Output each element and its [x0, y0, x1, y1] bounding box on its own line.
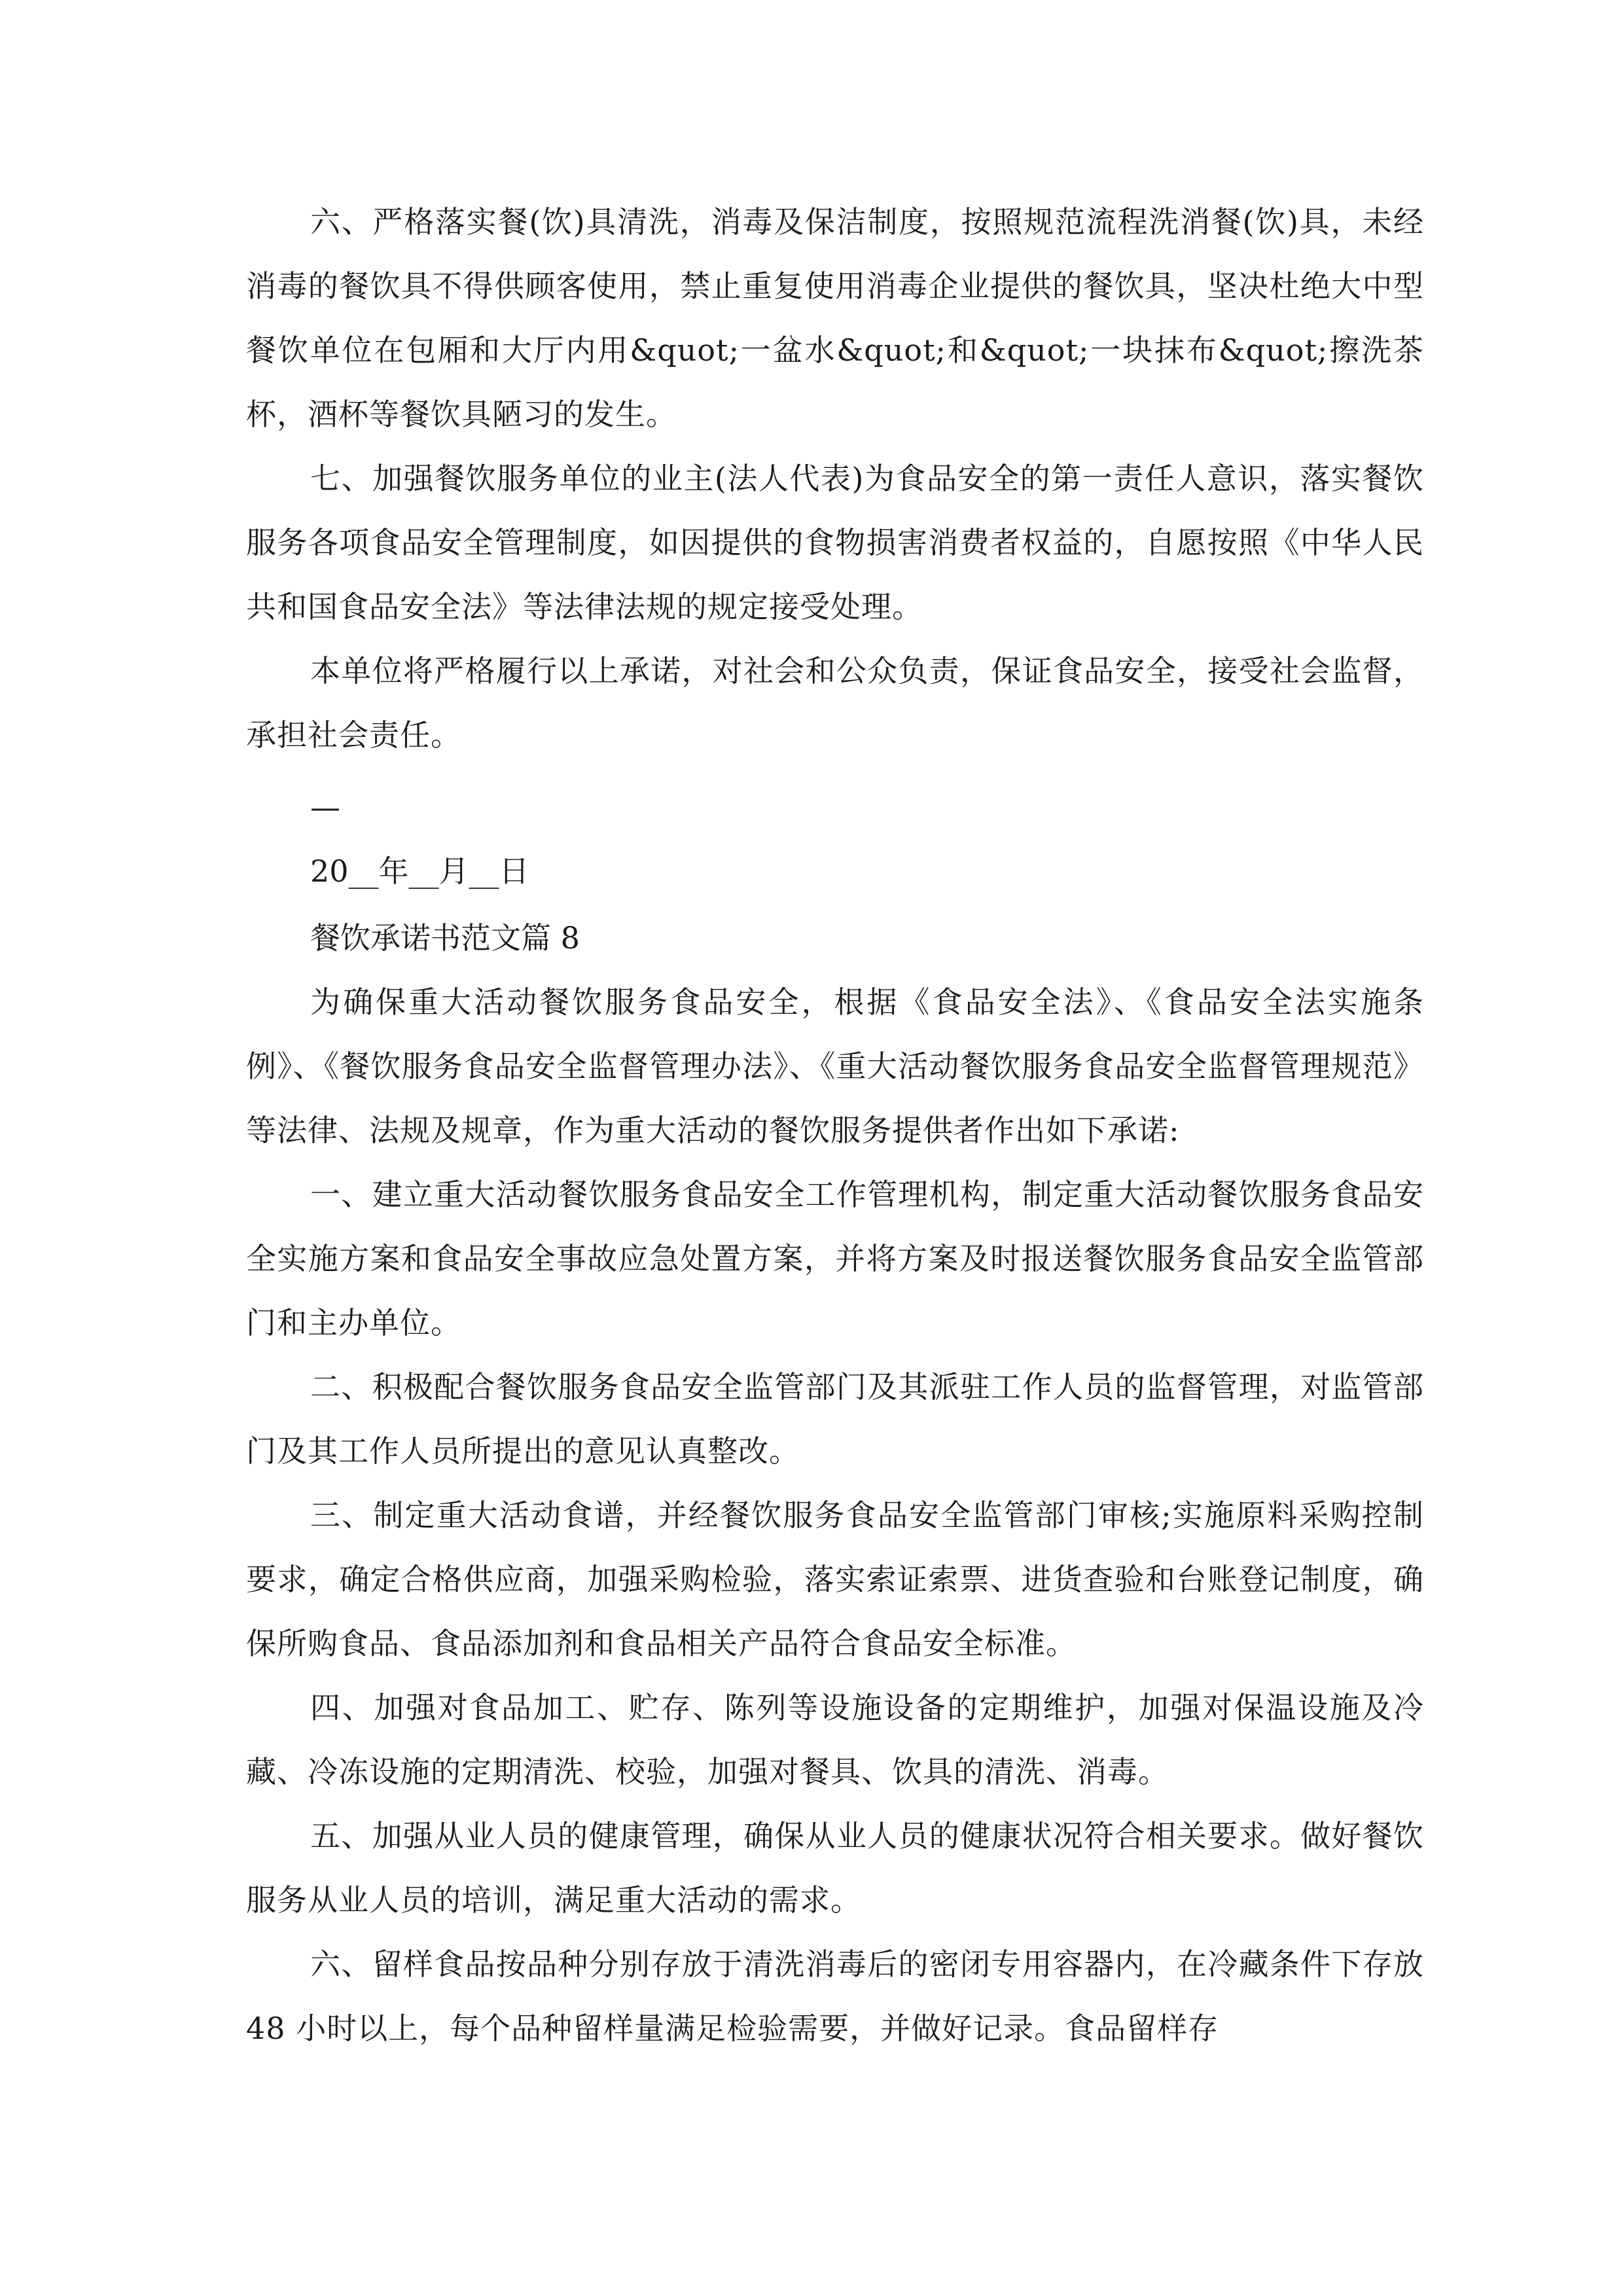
paragraph-intro: 为确保重大活动餐饮服务食品安全，根据《食品安全法》、《食品安全法实施条例》、《餐饮服务食品安全监督管理办法》、《重大活动餐饮服务食品安全监督管理规范》等法律、法规及规章，作为重大活动的餐饮服务提供者作出如下承诺:: [246, 984, 1424, 1148]
paragraph-item-four: 四、加强对食品加工、贮存、陈列等设施设备的定期维护，加强对保温设施及冷藏、冷冻设施的定期清洗、校验，加强对餐具、饮具的清洗、消毒。: [246, 1690, 1424, 1789]
paragraph-commitment-closing: 本单位将严格履行以上承诺，对社会和公众负责，保证食品安全，接受社会监督，承担社会责任。: [246, 653, 1424, 753]
paragraph-seven-responsibility: 七、加强餐饮服务单位的业主(法人代表)为食品安全的第一责任人意识，落实餐饮服务各项食品安全管理制度，如因提供的食物损害消费者权益的，自愿按照《中华人民共和国食品安全法》等法律法规的规定接受处理。: [246, 461, 1424, 624]
paragraph-item-two: 二、积极配合餐饮服务食品安全监管部门及其派驻工作人员的监督管理，对监管部门及其工作人员所提出的意见认真整改。: [246, 1369, 1424, 1469]
signature-dash: —: [310, 789, 340, 825]
section-title: 餐饮承诺书范文篇 8: [310, 920, 580, 956]
paragraph-item-five: 五、加强从业人员的健康管理，确保从业人员的健康状况符合相关要求。做好餐饮服务从业人员的培训，满足重大活动的需求。: [246, 1818, 1424, 1918]
paragraph-item-one: 一、建立重大活动餐饮服务食品安全工作管理机构，制定重大活动餐饮服务食品安全实施方案和食品安全事故应急处置方案，并将方案及时报送餐饮服务食品安全监管部门和主办单位。: [246, 1177, 1424, 1340]
paragraph-six-tableware: 六、严格落实餐(饮)具清洗，消毒及保洁制度，按照规范流程洗消餐(饮)具，未经消毒的餐饮具不得供顾客使用，禁止重复使用消毒企业提供的餐饮具，坚决杜绝大中型餐饮单位在包厢和大厅内用&quot;一盆水&quot;和&quot;一块抹布&quot;擦洗茶杯，酒杯等餐饮具陋习的发生。: [246, 204, 1424, 432]
date-line: 20__年__月__日: [310, 853, 529, 889]
paragraph-item-three: 三、制定重大活动食谱，并经餐饮服务食品安全监管部门审核;实施原料采购控制要求，确定合格供应商，加强采购检验，落实索证索票、进货查验和台账登记制度，确保所购食品、食品添加剂和食品相关产品符合食品安全标准。: [246, 1498, 1424, 1661]
document-body: [246, 190, 1424, 2060]
paragraph-item-six: 六、留样食品按品种分别存放于清洗消毒后的密闭专用容器内，在冷藏条件下存放 48 小时以上，每个品种留样量满足检验需要，并做好记录。食品留样存: [246, 1946, 1424, 2046]
